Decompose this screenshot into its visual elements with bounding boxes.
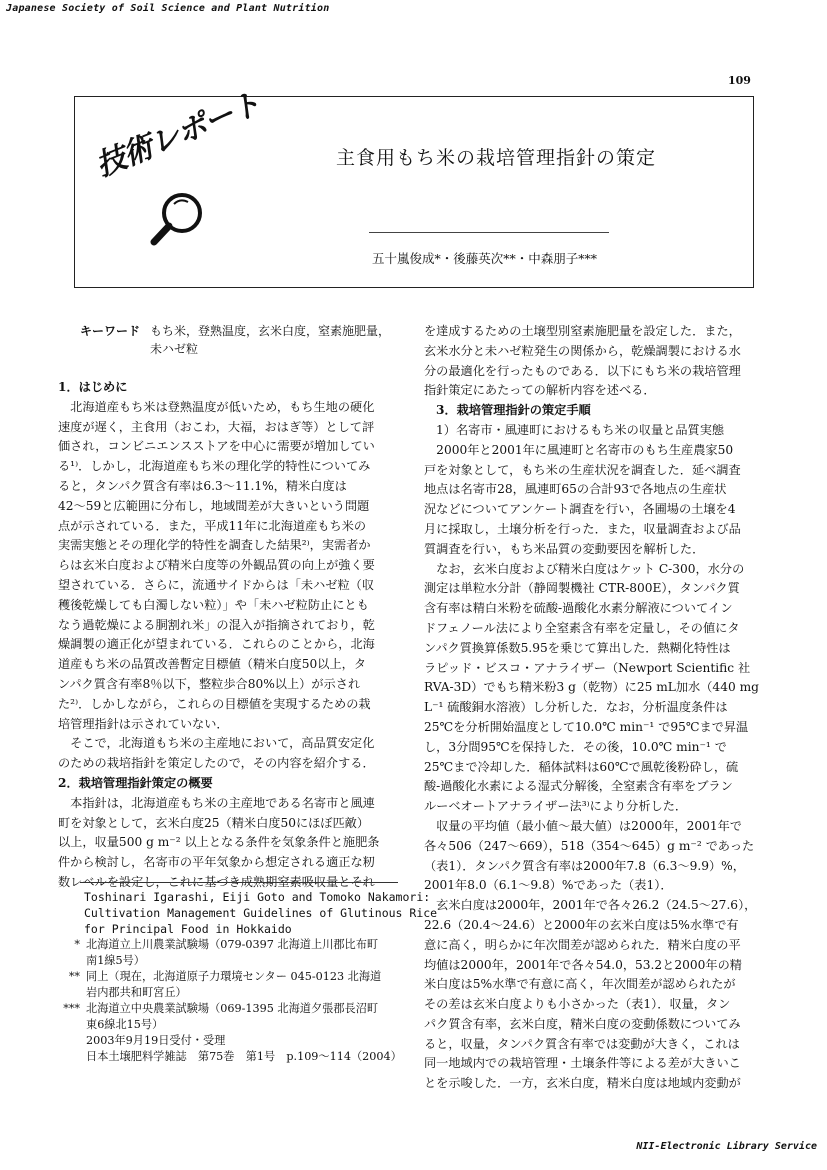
affiliation-2: 同上（現在，北海道原子力環境センター 045-0123 北海道 [86,970,382,983]
body-line: 月に採取し，土壌分析を行った．また，収量調査および品 [424,521,741,536]
keywords-line-2: 未ハゼ粒 [150,342,199,356]
body-line: 価され，コンビニエンスストアを中心に需要が増加してい [58,439,375,454]
body-line: 町を対象として，玄米白度25（精米白度50にほぼ匹敵） [58,815,370,830]
body-line: 2001年8.0（6.1〜9.8）%であった（表1）． [424,878,673,893]
body-line: 以上，収量500 g m⁻² 以上となる条件を気象条件と施肥条 [58,835,380,850]
body-line: ラピッド・ビスコ・アナライザー（Newport Scientific 社 [424,660,751,675]
society-header: Japanese Society of Soil Science and Plant Nutrition [6,3,330,14]
body-line: を達成するための土壌型別窒素施肥量を設定した．また， [424,324,741,338]
journal-citation: 日本土壌肥料学雑誌 第75巻 第1号 p.109〜114（2004） [86,1050,402,1063]
body-line: 点が示されている．また，平成11年に北海道産もち米の [58,518,367,533]
body-line: 収量の平均値（最小値〜最大値）は2000年，2001年で [424,818,742,833]
body-line: 意に高く，明らかに年次間差が認められた．精米白度の平 [424,937,741,952]
keywords-label: キーワード [80,324,141,338]
affiliation-1: 北海道立上川農業試験場（079-0397 北海道上川郡比布町 [86,938,379,951]
body-line: 培管理指針は示されていない． [58,716,229,731]
body-line: ると，収量，タンパク質含有率では変動が大きく，これは [424,1036,740,1051]
affiliation-mark: * [74,938,80,951]
body-line: し，3分間95℃を保持した．その後，10.0℃ min⁻¹ で [424,739,727,754]
section-heading: 3．栽培管理指針の策定手順 [436,403,591,418]
magnifier-icon [80,122,260,262]
body-line: 実需実態とその理化学的特性を調査した結果²⁾，実需者か [58,538,371,553]
body-line: 道産もち米の品質改善暫定目標値（精米白度50以上，タ [58,657,367,672]
affiliation-3: 北海道立中央農業試験場（069-1395 北海道夕張郡長沼町 [86,1002,379,1015]
body-line: 42〜59と広範囲に分布し，地域間差が大きいという問題 [58,498,370,513]
page-number: 109 [728,74,751,87]
body-line: その差は玄米白度よりも小さかった（表1）．収量，タン [424,997,731,1012]
body-line: 速度が遅く，主食用（おこわ，大福，おはぎ等）として評 [58,419,375,434]
body-line: 質調査を行い，もち米品質の変動要因を解析した． [424,541,705,556]
body-line: 25℃まで冷却した．稲体試料は60℃で風乾後粉砕し，硫 [424,759,739,774]
body-line: 望されている．さらに，流通サイドからは「未ハゼ粒（収 [58,577,375,592]
authors: 五十嵐俊成*・後藤英次**・中森朋子*** [372,251,598,266]
body-line: 玄米水分と未ハゼ粒発生の関係から，乾燥調製における水 [424,343,741,358]
body-line: そこで，北海道もち米の主産地において，高品質安定化 [58,736,375,751]
body-line: （表1）．タンパク質含有率は2000年7.8（6.3〜9.9）%， [424,858,745,873]
english-title-line-2: for Principal Food in Hokkaido [84,922,292,936]
body-line: 22.6（20.4〜24.6）と2000年の玄米白度は5%水準で有 [424,917,739,932]
body-line: 均値は2000年，2001年で各々54.0，53.2と2000年の精 [424,957,742,972]
body-line: なお，玄米白度および精米白度はケット C-300，水分の [424,561,745,576]
body-line: 分の最適化を行ったものである．以下にもち米の栽培管理 [424,363,741,378]
body-line: ると，タンパク質含有率は6.3〜11.1%，精米白度は [58,478,347,493]
section-heading: 2．栽培管理指針策定の概要 [58,775,213,790]
body-line: ンパク質含有率8％以下，整粒歩合80%以上）が示され [58,676,361,691]
affiliation-mark: *** [63,1002,80,1015]
received-date: 2003年9月19日受付・受理 [86,1034,226,1047]
body-line: ルーベオートアナライザー法³⁾により分析した． [424,799,688,814]
body-line: なう過乾燥による胴割れ米」の混入が指摘されており，乾 [58,617,375,632]
body-line: 各々506（247〜669），518（354〜645）g m⁻² であった [424,838,755,853]
keywords-line-1: もち米，登熟温度，玄米白度，窒素施肥量， [150,324,391,338]
body-line: らは玄米白度および精米白度等の外観品質の向上が強く要 [58,558,375,573]
technical-report-logo-text: 技術レポート [90,86,266,184]
english-title-line-1: Cultivation Management Guidelines of Glutinous Rice [84,906,438,920]
section-heading: 1．はじめに [58,380,128,394]
body-line: ンパク質換算係数5.95を乗じて算出した．熱糊化特性は [424,640,731,655]
left-column [58,378,392,893]
title-divider [369,232,609,233]
body-line: 燥調製の適正化が望まれている．これらのことから，北海 [58,637,375,652]
affiliation-3-cont: 東6線北15号） [86,1018,164,1031]
subsection-heading: 1）名寄市・風連町におけるもち米の収量と品質実態 [436,422,725,437]
body-line: RVA-3D）でもち精米粉3 g（乾物）に25 mL加水（440 mg [424,680,759,695]
keywords [80,322,390,358]
english-authors: Toshinari Igarashi, Eiji Goto and Tomoko Nakamori: [84,890,431,904]
body-line: 北海道産もち米は登熟温度が低いため，もち生地の硬化 [58,399,375,414]
body-line: 2000年と2001年に風連町と名寄市のもち生産農家50 [424,442,734,457]
body-line: とを示唆した．一方，玄米白度，精米白度は地域内変動が [424,1076,741,1091]
body-line: 酸-過酸化水素による湿式分解後，全窒素含有率をブラン [424,779,733,794]
body-line: た²⁾．しかしながら，これらの目標値を実現するための栽 [58,696,371,711]
body-line: 本指針は，北海道産もち米の主産地である名寄市と風連 [58,795,375,810]
body-line: 米白度は5%水準で有意に高く，年次間差が認められたが [424,977,736,992]
body-line: 戸を対象として，もち米の生産状況を調査した．延べ調査 [424,462,741,477]
body-line: のための栽培指針を策定したので，その内容を紹介する． [58,756,375,771]
body-line: パク質含有率，玄米白度，精米白度の変動係数についてみ [424,1016,741,1031]
body-line: 25℃を分析開始温度として10.0℃ min⁻¹ で95℃まで昇温 [424,719,749,734]
body-line: ドフェノール法により全窒素含有率を定量し，その値にタ [424,620,740,635]
affiliation-mark: ** [68,970,80,983]
footnotes [63,889,438,1065]
affiliation-2-cont: 岩内郡共和町宮丘） [86,986,187,999]
body-line: 件から検討し，名寄市の平年気象から想定される適正な籾 [58,855,375,870]
body-line: 地点は名寄市28，風連町65の合計93で各地点の生産状 [424,482,727,497]
body-line: L⁻¹ 硫酸銅水溶液）し分析した．なお，分析温度条件は [424,700,728,715]
body-line: 同一地域内での栽培管理・土壌条件等による差が大きいこ [424,1056,741,1071]
body-line: 数レベルを設定し，これに基づき成熟期窒素吸収量とそれ [58,874,375,889]
body-line: 玄米白度は2000年，2001年で各々26.2（24.5〜27.6）， [424,898,757,913]
body-line: 測定は単粒水分計（静岡製機社 CTR-800E），タンパク質 [424,581,740,596]
body-line: る¹⁾．しかし，北海道産もち米の理化学的特性についてみ [58,459,371,474]
affiliation-1-cont: 南1線5号） [86,954,145,967]
paper-title: 主食用もち米の栽培管理指針の策定 [336,147,657,169]
body-line: 況などについてアンケート調査を行い，各圃場の土壌を4 [424,502,736,517]
footnote-divider [80,882,398,883]
body-line: 穫後乾燥しても白濁しない粒）」や「未ハゼ粒防止にとも [58,597,369,612]
technical-report-logo [80,86,266,262]
right-column [424,322,758,1094]
body-line: 含有率は精白米粉を硫酸-過酸化水素分解液についてイン [424,601,733,616]
library-footer: NII-Electronic Library Service [636,1141,817,1152]
body-line: 指針策定にあたっての解析内容を述べる． [424,383,656,398]
